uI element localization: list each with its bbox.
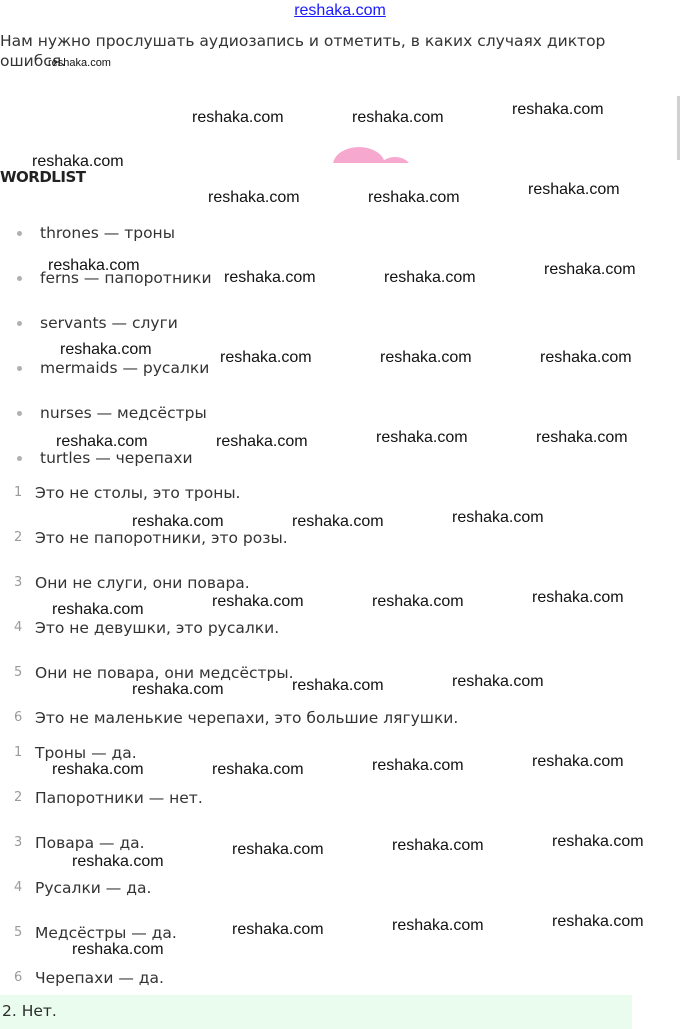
watermark: reshaka.com (48, 257, 140, 274)
watermark: reshaka.com (292, 513, 384, 530)
watermark: reshaka.com (232, 841, 324, 858)
watermark: reshaka.com (452, 509, 544, 526)
watermark: reshaka.com (132, 681, 224, 698)
watermark: reshaka.com (512, 101, 604, 118)
watermark: reshaka.com (72, 853, 164, 870)
watermark: reshaka.com (224, 269, 316, 286)
watermark: reshaka.com (292, 677, 384, 694)
wordlist-heading: WORDLIST (0, 168, 86, 186)
bullet-dot-icon (17, 366, 22, 371)
watermark: reshaka.com (532, 589, 624, 606)
watermark: reshaka.com (212, 593, 304, 610)
watermark: reshaka.com (372, 593, 464, 610)
watermark: reshaka.com (376, 429, 468, 446)
watermark: reshaka.com (552, 833, 644, 850)
watermark: reshaka.com (220, 349, 312, 366)
watermark: reshaka.com (452, 673, 544, 690)
watermark: reshaka.com (532, 753, 624, 770)
watermark: reshaka.com (208, 189, 300, 206)
watermark: reshaka.com (392, 837, 484, 854)
watermark: reshaka.com (212, 761, 304, 778)
watermark: reshaka.com (392, 917, 484, 934)
bullet-dot-icon (17, 321, 22, 326)
watermark: reshaka.com (528, 181, 620, 198)
watermark: reshaka.com (384, 269, 476, 286)
watermark: reshaka.com (52, 601, 144, 618)
watermark: reshaka.com (72, 941, 164, 958)
watermark: reshaka.com (56, 433, 148, 450)
watermark: reshaka.com (380, 349, 472, 366)
watermark: reshaka.com (48, 57, 111, 69)
bullet-dot-icon (17, 411, 22, 416)
watermark: reshaka.com (544, 261, 636, 278)
watermark: reshaka.com (232, 921, 324, 938)
final-answer-box (0, 995, 632, 1029)
intro-text: Нам нужно прослушать аудиозапись и отметить, в каких случаях диктор ошибся. (0, 32, 606, 70)
watermark: reshaka.com (368, 189, 460, 206)
watermark: reshaka.com (540, 349, 632, 366)
bullet-dot-icon (17, 276, 22, 281)
final-answer: 2. Нет. (2, 1002, 57, 1020)
watermark: reshaka.com (372, 757, 464, 774)
site-link[interactable]: reshaka.com (294, 2, 386, 19)
watermark: reshaka.com (192, 109, 284, 126)
watermark: reshaka.com (32, 153, 124, 170)
bullet-dot-icon (17, 456, 22, 461)
watermark: reshaka.com (352, 109, 444, 126)
watermark: reshaka.com (216, 433, 308, 450)
watermark: reshaka.com (132, 513, 224, 530)
watermark: reshaka.com (552, 913, 644, 930)
pink-blob-decoration (333, 143, 411, 163)
watermark: reshaka.com (536, 429, 628, 446)
bullet-dot-icon (17, 231, 22, 236)
watermark: reshaka.com (60, 341, 152, 358)
watermark: reshaka.com (52, 761, 144, 778)
